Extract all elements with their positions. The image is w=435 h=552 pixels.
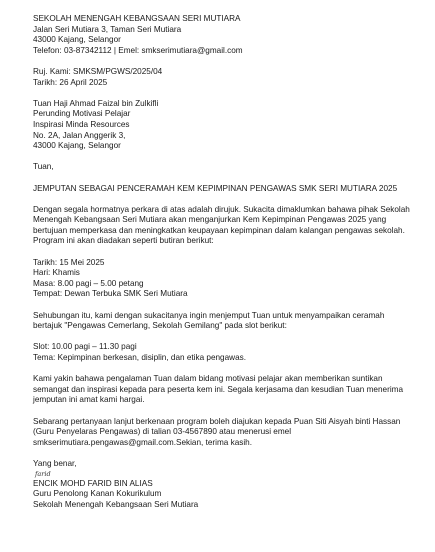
- confidence-paragraph: [33, 374, 425, 406]
- slot-theme: Tema: Kepimpinan berkesan, disiplin, dan etika pengawas.: [33, 353, 247, 362]
- paragraph-line: Sebarang pertanyaan lanjut berkenaan program boleh diajukan kepada Puan Siti Aisyah binti Hassan: [33, 416, 401, 426]
- program-details: [33, 258, 425, 300]
- paragraph-line: smkserimutiara.pengawas@gmail.com.Sekian, terima kasih.: [33, 437, 252, 447]
- recipient-address-line1: No. 2A, Jalan Anggerik 3,: [33, 130, 126, 140]
- spacer: [33, 448, 425, 459]
- contact-paragraph: [33, 417, 425, 449]
- spacer: [33, 88, 425, 99]
- intro-paragraph: [33, 205, 425, 247]
- sender-address-line1: Jalan Seri Mutiara 3, Taman Seri Mutiara: [33, 24, 182, 34]
- paragraph-line: (Guru Penyelaras Pengawas) di talian 03-4567890 atau menerusi emel: [33, 427, 292, 437]
- letter-date: Tarikh: 26 April 2025: [33, 77, 108, 87]
- spacer: [33, 364, 425, 375]
- slot-details: [33, 342, 425, 363]
- signer-position: Guru Penolong Kanan Kokurikulum: [33, 489, 162, 499]
- paragraph-line: bertajuk "Pengawas Cemerlang, Sekolah Gemilang" pada slot berikut:: [33, 321, 287, 331]
- invitation-paragraph: [33, 311, 425, 332]
- spacer: [33, 332, 425, 343]
- spacer: [33, 173, 425, 184]
- school-name: SEKOLAH MENENGAH KEBANGSAAN SERI MUTIARA: [33, 14, 241, 23]
- program-day: Hari: Khamis: [33, 268, 80, 278]
- subject-line: JEMPUTAN SEBAGAI PENCERAMAH KEM KEPIMPINAN PENGAWAS SMK SERI MUTIARA 2025: [33, 183, 398, 193]
- valediction: Yang benar,: [33, 458, 77, 468]
- program-venue: Tempat: Dewan Terbuka SMK Seri Mutiara: [33, 289, 188, 299]
- recipient-company: Inspirasi Minda Resources: [33, 119, 130, 129]
- signature: farid: [35, 469, 51, 478]
- sender-address-line2: 43000 Kajang, Selangor: [33, 35, 121, 45]
- spacer: [33, 247, 425, 258]
- slot-time: Slot: 10.00 pagi – 11.30 pagi: [33, 342, 137, 352]
- paragraph-line: Kami yakin bahawa pengalaman Tuan dalam bidang motivasi pelajar akan memberikan suntikan: [33, 374, 383, 384]
- spacer: [33, 56, 425, 67]
- spacer: [33, 406, 425, 417]
- recipient-name: Tuan Haji Ahmad Faizal bin Zulkifli: [33, 98, 159, 108]
- signer-school: Sekolah Menengah Kebangsaan Seri Mutiara: [33, 499, 199, 509]
- paragraph-line: semangat dan inspirasi kepada para peserta kem ini. Segala kerjasama dan kesudian Tuan menerima: [33, 384, 404, 394]
- salutation: Tuan,: [33, 162, 54, 172]
- paragraph-line: Menengah Kebangsaan Seri Mutiara akan menganjurkan Kem Kepimpinan Pengawas 2025 yang: [33, 215, 387, 225]
- paragraph-line: jemputan ini amat kami hargai.: [33, 395, 145, 405]
- closing-block: [33, 459, 425, 510]
- spacer: [33, 194, 425, 205]
- recipient-block: [33, 99, 425, 152]
- paragraph-line: bertujuan memperkasa dan meningkatkan keupayaan kepimpinan dalam kalangan pengawas sekolah.: [33, 225, 405, 235]
- spacer: [33, 152, 425, 163]
- reference-block: [33, 67, 425, 88]
- program-date: Tarikh: 15 Mei 2025: [33, 257, 105, 267]
- sender-contact: Telefon: 03-87342112 | Emel: smkserimutiara@gmail.com: [33, 45, 243, 55]
- paragraph-line: Program ini akan diadakan seperti butiran berikut:: [33, 236, 214, 246]
- recipient-address-line2: 43000 Kajang, Selangor: [33, 141, 121, 151]
- recipient-title: Perunding Motivasi Pelajar: [33, 109, 131, 119]
- reference-number: Ruj. Kami: SMKSM/PGWS/2025/04: [33, 66, 163, 76]
- spacer: [33, 300, 425, 311]
- paragraph-line: Dengan segala hormatnya perkara di atas adalah dirujuk. Sukacita dimaklumkan bahawa pihak Sekolah: [33, 204, 410, 214]
- program-time: Masa: 8.00 pagi – 5.00 petang: [33, 278, 144, 288]
- paragraph-line: Sehubungan itu, kami dengan sukacitanya ingin menjemput Tuan untuk menyampaikan ceramah: [33, 310, 385, 320]
- signer-name: ENCIK MOHD FARID BIN ALIAS: [33, 478, 153, 488]
- sender-block: [33, 14, 425, 56]
- letter-body: [33, 14, 425, 510]
